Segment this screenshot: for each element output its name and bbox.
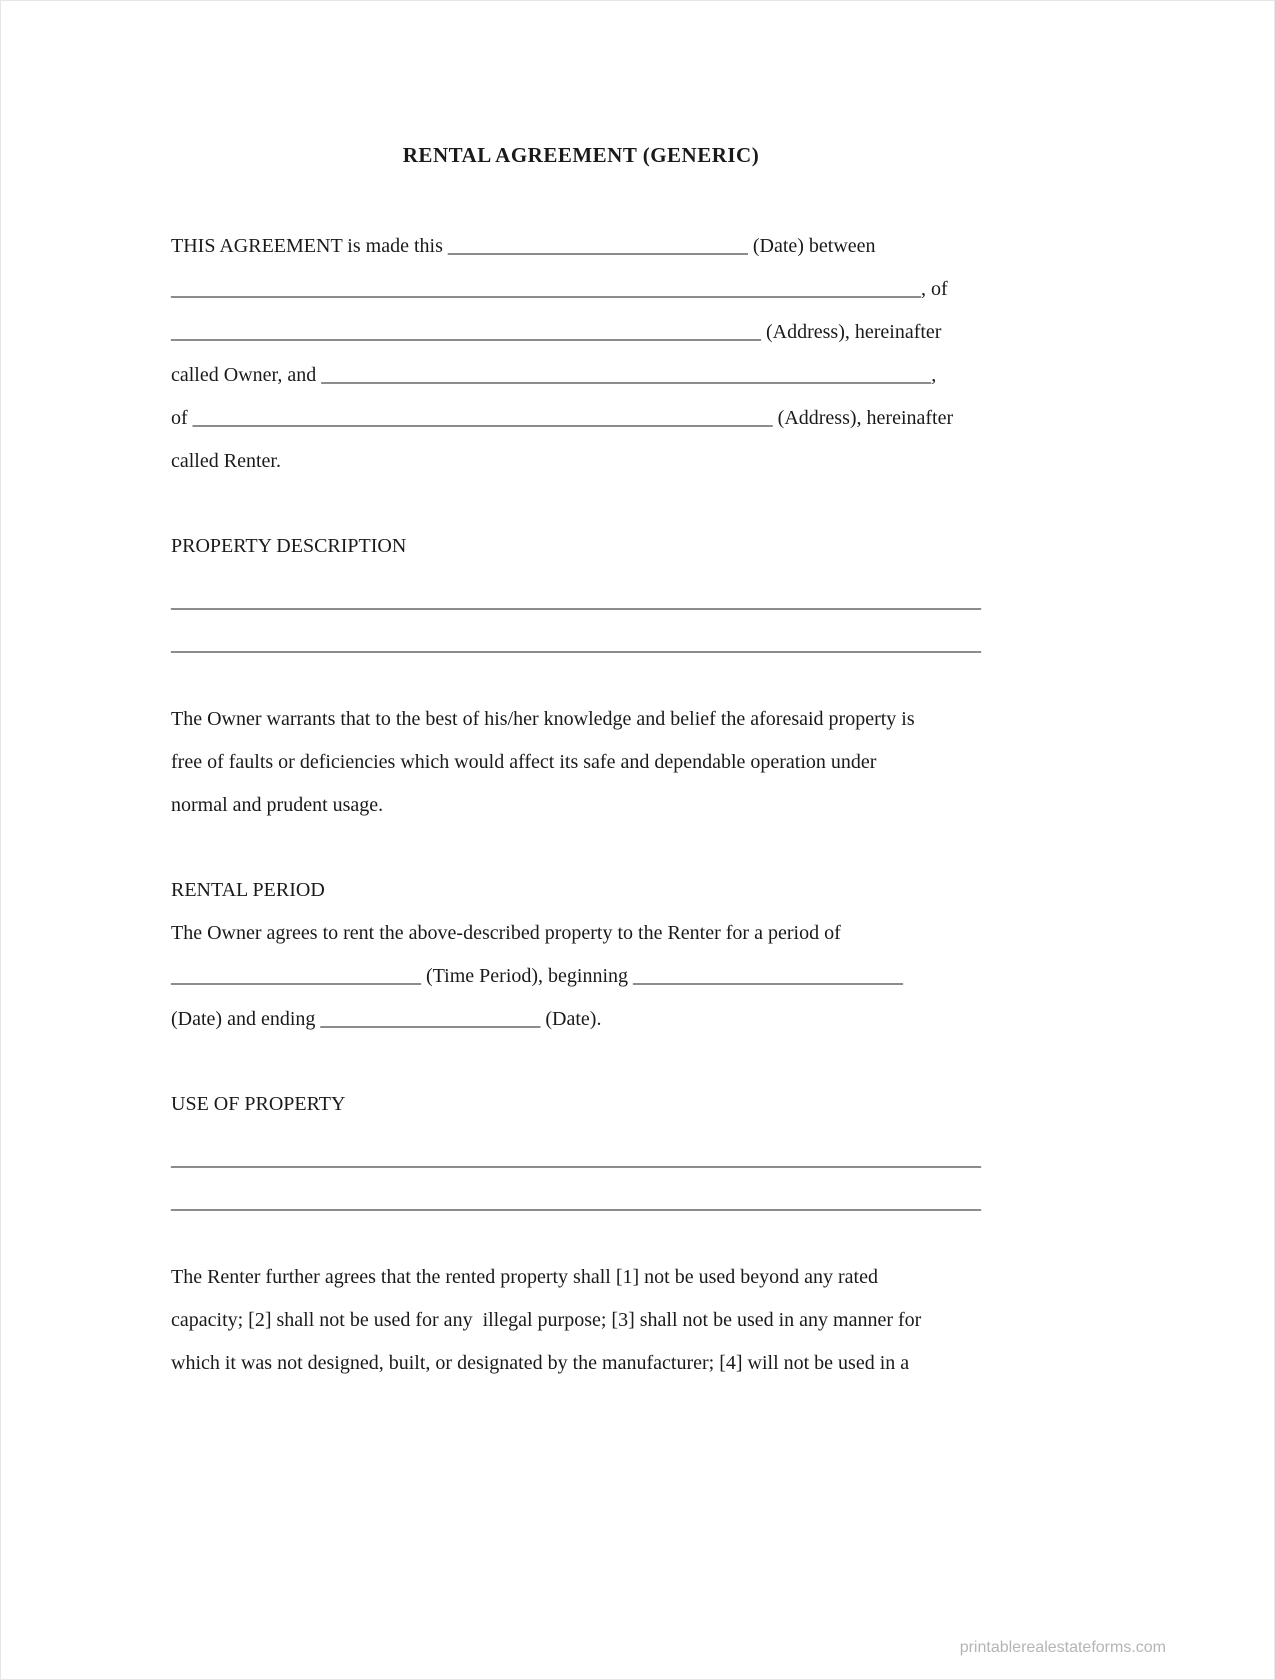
- intro-line: called Owner, and _____________________________________________________________,: [171, 364, 937, 386]
- fill-in-blank-line: _________________________________________________________________________________: [171, 633, 981, 655]
- fill-in-blank-line: _________________________________________________________________________________: [171, 590, 981, 612]
- document-title: RENTAL AGREEMENT (GENERIC): [402, 143, 760, 167]
- terms-line: which it was not designed, built, or designated by the manufacturer; [4] will not be used in a: [171, 1352, 910, 1374]
- section-heading-use-of-property: USE OF PROPERTY: [171, 1093, 346, 1115]
- fill-in-blank-line: _________________________________________________________________________________: [171, 1148, 981, 1170]
- rental-period-line: (Date) and ending ______________________ (Date).: [171, 1008, 602, 1030]
- warranty-line: normal and prudent usage.: [171, 794, 384, 816]
- terms-line: The Renter further agrees that the rented property shall [1] not be used beyond any rated: [171, 1266, 878, 1288]
- intro-line: ___________________________________________________________________________, of: [171, 278, 948, 300]
- rental-period-paragraph: [171, 912, 991, 1041]
- warranty-line: The Owner warrants that to the best of his/her knowledge and belief the aforesaid property is: [171, 708, 915, 730]
- intro-line: THIS AGREEMENT is made this ______________________________ (Date) between: [171, 235, 876, 257]
- fill-in-blank-line: _________________________________________________________________________________: [171, 1191, 981, 1213]
- property-description-blanks: [171, 580, 991, 666]
- use-of-property-blanks: [171, 1138, 991, 1224]
- intro-line: called Renter.: [171, 450, 281, 472]
- intro-paragraph: [171, 225, 991, 483]
- rental-period-line: _________________________ (Time Period), beginning ___________________________: [171, 965, 904, 987]
- intro-line: of __________________________________________________________ (Address), hereinafter: [171, 407, 954, 429]
- section-heading-property-description: PROPERTY DESCRIPTION: [171, 535, 407, 557]
- intro-line: ___________________________________________________________ (Address), hereinafter: [171, 321, 942, 343]
- warranty-paragraph: [171, 698, 991, 827]
- watermark-site-name: printablerealestateforms.com: [959, 1639, 1166, 1656]
- warranty-line: free of faults or deficiencies which would affect its safe and dependable operation under: [171, 751, 877, 773]
- section-heading-rental-period: RENTAL PERIOD: [171, 879, 325, 901]
- terms-line: capacity; [2] shall not be used for any illegal purpose; [3] shall not be used in any manner for: [171, 1309, 922, 1331]
- rental-period-line: The Owner agrees to rent the above-described property to the Renter for a period of: [171, 922, 841, 944]
- document-content: [171, 1, 991, 1385]
- terms-paragraph: [171, 1256, 991, 1385]
